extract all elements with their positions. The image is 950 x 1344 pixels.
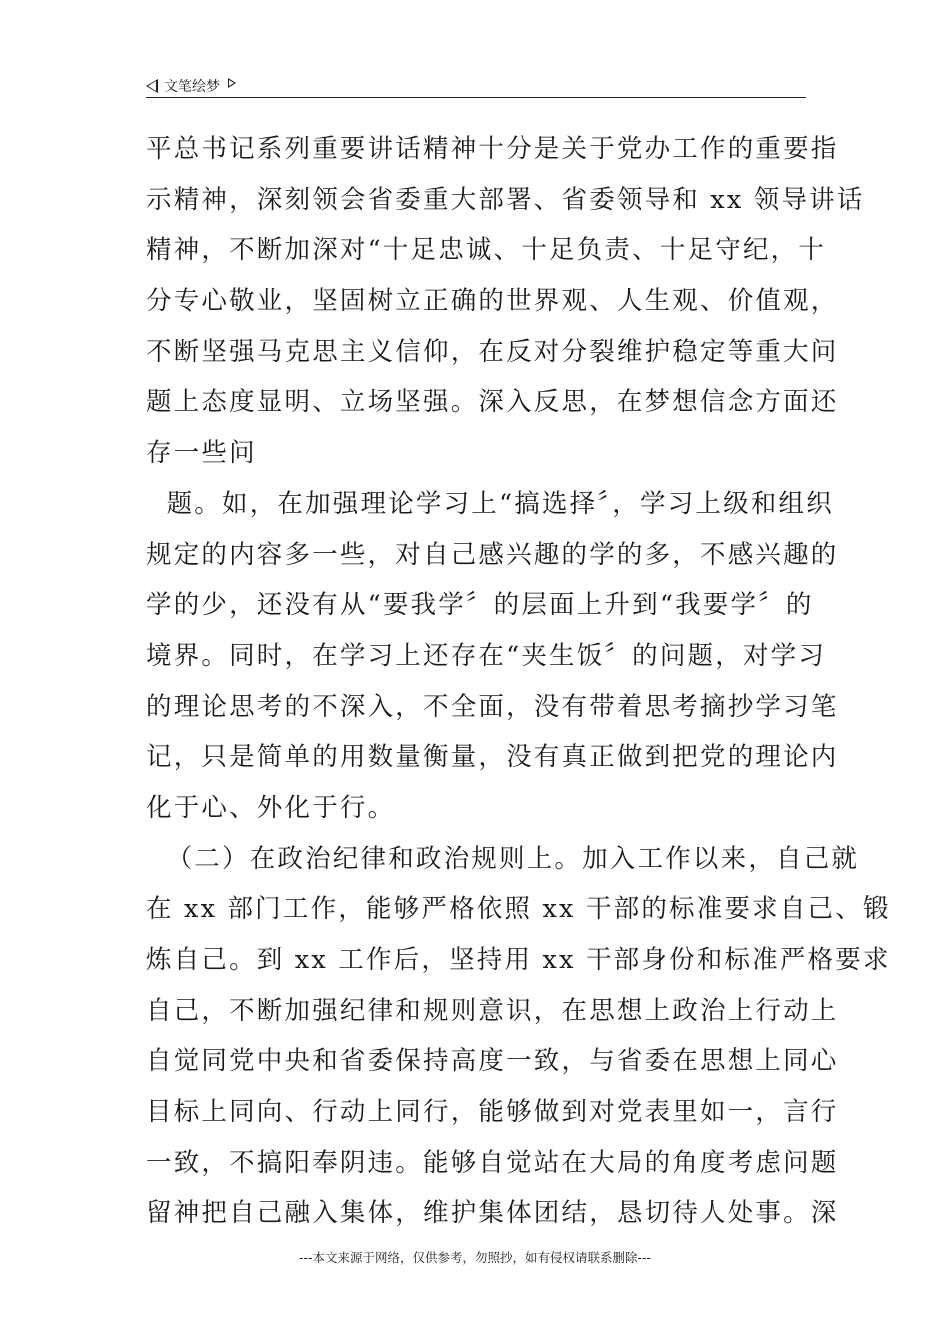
text-line: 精神，不断加深对“十足忠诚、十足负责、十足守纪，十 (146, 235, 827, 266)
text-line: 的理论思考的不深入，不全面，没有带着思考摘抄学习笔 (146, 691, 839, 722)
text-line: 示精神，深刻领会省委重大部署、省委领导和 xx 领导讲话 (146, 184, 865, 215)
document-body (146, 130, 891, 1245)
text-line: 学的少，还没有从“要我学〞的层面上升到“我要学〞的 (146, 590, 814, 621)
text-line: 留神把自己融入集体，维护集体团结，恳切待人处事。深 (146, 1198, 839, 1229)
text-line: （二）在政治纪律和政治规则上。加入工作以来，自己就 (146, 843, 860, 874)
text-line: 自觉同党中央和省委保持高度一致，与省委在思想上同心 (146, 1046, 839, 1077)
text-line: 平总书记系列重要讲话精神十分是关于党办工作的重要指 (146, 134, 839, 164)
text-line: 自己，不断加强纪律和规则意识，在思想上政治上行动上 (146, 995, 839, 1026)
text-line: 境界。同时，在学习上还存在“夹生饭〞的问题，对学习 (146, 640, 827, 671)
text-line: 存一些问 (146, 438, 257, 469)
header-divider (146, 97, 806, 98)
page-header (146, 74, 806, 98)
triangle-right-icon (228, 78, 236, 88)
text-line: 在 xx 部门工作，能够严格依照 xx 干部的标准要求自己、锻 (146, 894, 891, 925)
text-line: 炼自己。到 xx 工作后，坚持用 xx 干部身份和标准严格要求 (146, 945, 891, 975)
text-line: 目标上同向、行动上同行，能够做到对党表里如一，言行 (146, 1097, 839, 1128)
footer-disclaimer: ---本文来源于网络，仅供参考，勿照抄，如有侵权请联系删除--- (298, 1250, 652, 1265)
text-line: 化于心、外化于行。 (146, 792, 396, 823)
text-line: 规定的内容多一些，对自己感兴趣的学的多，不感兴趣的 (146, 539, 839, 570)
triangle-left-icon (146, 79, 158, 93)
text-line: 分专心敬业，坚固树立正确的世界观、人生观、价值观， (146, 286, 839, 317)
text-line: 题上态度显明、立场坚强。深入反思，在梦想信念方面还 (146, 387, 839, 418)
header-title: 文笔绘梦 (164, 79, 220, 95)
text-line: 题。如，在加强理论学习上“搞选择〞，学习上级和组织 (146, 488, 834, 519)
text-line: 不断坚强马克思主义信仰，在反对分裂维护稳定等重大问 (146, 336, 839, 367)
text-line: 一致，不搞阳奉阴违。能够自觉站在大局的角度考虑问题 (146, 1147, 839, 1178)
text-line: 记，只是简单的用数量衡量，没有真正做到把党的理论内 (146, 742, 839, 773)
